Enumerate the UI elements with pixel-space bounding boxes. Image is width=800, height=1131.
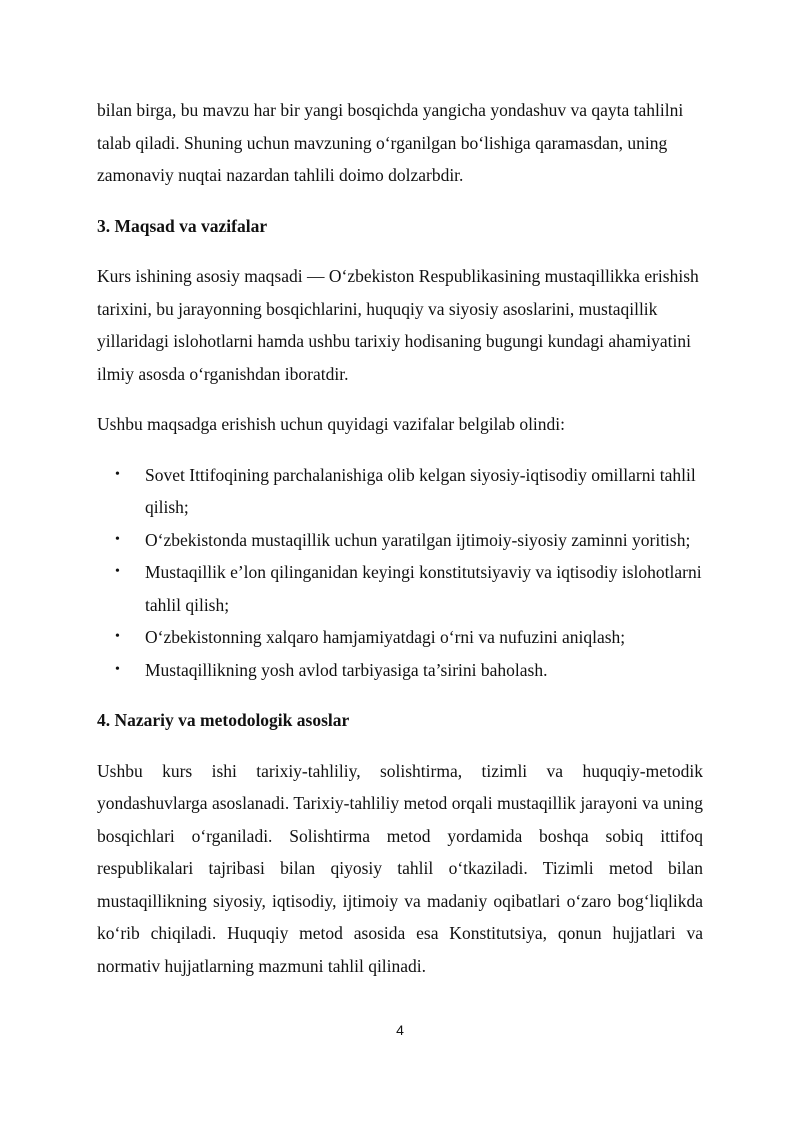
list-item <box>97 654 703 687</box>
list-item <box>97 621 703 654</box>
task-text: Mustaqillik e’lon qilinganidan keyingi konstitutsiyaviy va iqtisodiy islohotlarni tahlil qilish; <box>145 562 702 615</box>
task-text: O‘zbekistonda mustaqillik uchun yaratilgan ijtimoiy-siyosiy zaminni yoritish; <box>145 529 691 550</box>
intro-continuation-paragraph: bilan birga, bu mavzu har bir yangi bosqichda yangicha yondashuv va qayta tahlilni talab qiladi. Shuning uchun mavzuning o‘rganilgan bo‘lishiga qaramasdan, uning zamonaviy nuqtai nazardan tahlili doimo dolzarbdir. <box>97 100 684 185</box>
list-item <box>97 459 703 524</box>
list-item <box>97 524 703 557</box>
task-text: Sovet Ittifoqining parchalanishiga olib kelgan siyosiy-iqtisodiy omillarni tahlil qilish; <box>145 464 696 517</box>
bullet-icon: • <box>115 629 120 644</box>
list-item <box>97 556 703 621</box>
goal-paragraph: Kurs ishining asosiy maqsadi — O‘zbekiston Respublikasining mustaqillikka erishish tarixini, bu jarayonning bosqichlarini, huquqiy va siyosiy asoslarini, mustaqillik yillaridagi islohotlarni hamda ushbu tarixiy hodisaning bugungi kundagi ahamiyatini ilmiy asosda o‘rganishdan iboratdir. <box>97 266 699 384</box>
section-4-heading: 4. Nazariy va metodologik asoslar <box>97 710 350 730</box>
bullet-icon: • <box>115 466 120 482</box>
page-number: 4 <box>396 1022 404 1038</box>
task-text: Mustaqillikning yosh avlod tarbiyasiga ta’sirini baholash. <box>145 659 548 680</box>
methodology-paragraph: Ushbu kurs ishi tarixiy-tahliliy, solishtirma, tizimli va huquqiy-metodik yondashuvlarga asoslanadi. Tarixiy-tahliliy metod orqali mustaqillik jarayoni va uning bosqichlari o‘rganiladi. Solishtirma metod yordamida boshqa sobiq ittifoq respublikalari tajribasi bilan qiyosiy tahlil o‘tkaziladi. Tizimli metod bilan mustaqillikning siyosiy, iqtisodiy, ijtimoiy va madaniy oqibatlari o‘zaro bog‘liqlikda ko‘rib chiqiladi. Huquqiy metod asosida esa Konstitutsiya, qonun hujjatlari va normativ hujjatlarning mazmuni tahlil qilinadi. <box>97 760 703 976</box>
document-page <box>97 94 703 982</box>
tasks-list <box>97 459 703 687</box>
bullet-icon: • <box>115 661 120 677</box>
tasks-intro-paragraph: Ushbu maqsadga erishish uchun quyidagi vazifalar belgilab olindi: <box>97 414 566 434</box>
bullet-icon: • <box>115 531 120 547</box>
task-text: O‘zbekistonning xalqaro hamjamiyatdagi o‘rni va nufuzini aniqlash; <box>145 627 626 647</box>
section-3-heading: 3. Maqsad va vazifalar <box>97 215 268 236</box>
bullet-icon: • <box>115 564 120 579</box>
